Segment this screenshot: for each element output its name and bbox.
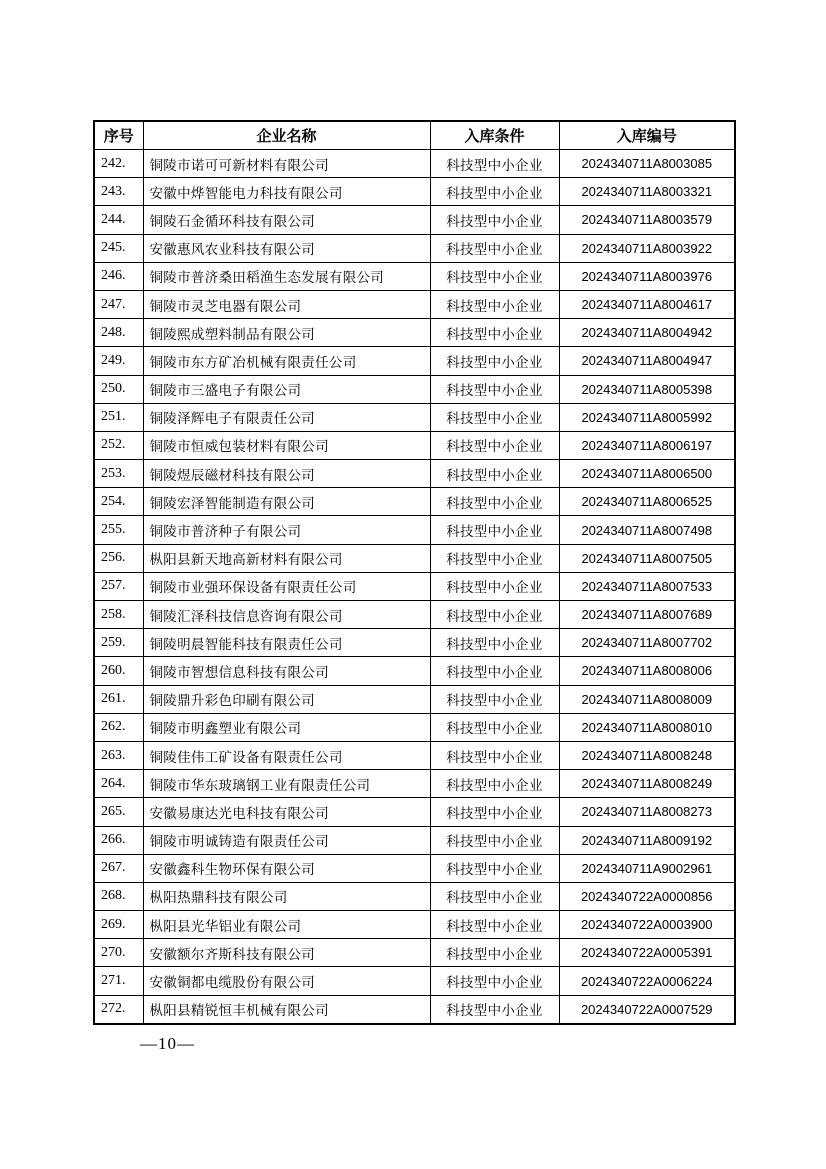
entry-condition: 科技型中小企业 xyxy=(430,995,559,1024)
table-row xyxy=(94,854,735,882)
table-row xyxy=(94,375,735,403)
company-name: 安徽易康达光电科技有限公司 xyxy=(143,798,430,826)
entry-condition: 科技型中小企业 xyxy=(430,629,559,657)
row-index: 272. xyxy=(94,995,143,1024)
company-name: 枞阳县光华铝业有限公司 xyxy=(143,911,430,939)
entry-code: 2024340722A0000856 xyxy=(559,882,735,910)
row-index: 244. xyxy=(94,206,143,234)
entry-condition: 科技型中小企业 xyxy=(430,882,559,910)
entry-code: 2024340711A8007498 xyxy=(559,516,735,544)
entry-condition: 科技型中小企业 xyxy=(430,516,559,544)
company-name: 枞阳县新天地高新材料有限公司 xyxy=(143,544,430,572)
row-index: 268. xyxy=(94,882,143,910)
entry-code: 2024340711A8008249 xyxy=(559,770,735,798)
entry-code: 2024340711A8008248 xyxy=(559,741,735,769)
row-index: 255. xyxy=(94,516,143,544)
company-name: 铜陵市普济种子有限公司 xyxy=(143,516,430,544)
company-name: 铜陵市智想信息科技有限公司 xyxy=(143,657,430,685)
company-name: 安徽鑫科生物环保有限公司 xyxy=(143,854,430,882)
row-index: 258. xyxy=(94,601,143,629)
company-name: 铜陵宏泽智能制造有限公司 xyxy=(143,488,430,516)
entry-condition: 科技型中小企业 xyxy=(430,657,559,685)
company-name: 铜陵市普济桑田稻渔生态发展有限公司 xyxy=(143,262,430,290)
company-name: 铜陵泽辉电子有限责任公司 xyxy=(143,403,430,431)
entry-condition: 科技型中小企业 xyxy=(430,939,559,967)
company-name: 枞阳热鼎科技有限公司 xyxy=(143,882,430,910)
company-name: 铜陵汇泽科技信息咨询有限公司 xyxy=(143,601,430,629)
row-index: 242. xyxy=(94,150,143,178)
table-row xyxy=(94,460,735,488)
table-row xyxy=(94,403,735,431)
row-index: 266. xyxy=(94,826,143,854)
company-name: 铜陵市东方矿冶机械有限责任公司 xyxy=(143,347,430,375)
row-index: 265. xyxy=(94,798,143,826)
table-row xyxy=(94,657,735,685)
entry-condition: 科技型中小企业 xyxy=(430,347,559,375)
entry-condition: 科技型中小企业 xyxy=(430,770,559,798)
row-index: 267. xyxy=(94,854,143,882)
row-index: 262. xyxy=(94,713,143,741)
table-row xyxy=(94,488,735,516)
company-name: 铜陵鼎升彩色印刷有限公司 xyxy=(143,685,430,713)
entry-code: 2024340711A8008006 xyxy=(559,657,735,685)
header-company-name: 企业名称 xyxy=(143,121,430,150)
table-row xyxy=(94,290,735,318)
table-row xyxy=(94,262,735,290)
entry-code: 2024340711A8005398 xyxy=(559,375,735,403)
entry-code: 2024340711A8008010 xyxy=(559,713,735,741)
company-name: 铜陵市明鑫塑业有限公司 xyxy=(143,713,430,741)
company-name: 铜陵煜辰磁材科技有限公司 xyxy=(143,460,430,488)
table-row xyxy=(94,431,735,459)
row-index: 263. xyxy=(94,741,143,769)
entry-condition: 科技型中小企业 xyxy=(430,685,559,713)
row-index: 257. xyxy=(94,572,143,600)
table-row xyxy=(94,319,735,347)
entry-condition: 科技型中小企业 xyxy=(430,375,559,403)
company-name: 铜陵石金循环科技有限公司 xyxy=(143,206,430,234)
table-row xyxy=(94,939,735,967)
table-row xyxy=(94,544,735,572)
entry-condition: 科技型中小企业 xyxy=(430,713,559,741)
entry-code: 2024340711A9002961 xyxy=(559,854,735,882)
entry-code: 2024340722A0005391 xyxy=(559,939,735,967)
entry-code: 2024340711A8007702 xyxy=(559,629,735,657)
entry-condition: 科技型中小企业 xyxy=(430,178,559,206)
entry-condition: 科技型中小企业 xyxy=(430,460,559,488)
entry-condition: 科技型中小企业 xyxy=(430,403,559,431)
table-row xyxy=(94,178,735,206)
table-row xyxy=(94,150,735,178)
table-body xyxy=(94,150,735,1024)
entry-condition: 科技型中小企业 xyxy=(430,826,559,854)
table-row xyxy=(94,206,735,234)
row-index: 264. xyxy=(94,770,143,798)
row-index: 260. xyxy=(94,657,143,685)
row-index: 245. xyxy=(94,234,143,262)
table-row xyxy=(94,741,735,769)
table-row xyxy=(94,516,735,544)
row-index: 251. xyxy=(94,403,143,431)
entry-code: 2024340711A8004617 xyxy=(559,290,735,318)
entry-code: 2024340711A8008273 xyxy=(559,798,735,826)
entry-code: 2024340711A8003976 xyxy=(559,262,735,290)
row-index: 247. xyxy=(94,290,143,318)
row-index: 253. xyxy=(94,460,143,488)
company-name: 铜陵市诺可可新材料有限公司 xyxy=(143,150,430,178)
company-name: 铜陵市三盛电子有限公司 xyxy=(143,375,430,403)
header-index: 序号 xyxy=(94,121,143,150)
table-row xyxy=(94,882,735,910)
entry-condition: 科技型中小企业 xyxy=(430,290,559,318)
page-number: —10— xyxy=(140,1034,195,1053)
entry-code: 2024340722A0007529 xyxy=(559,995,735,1024)
entry-condition: 科技型中小企业 xyxy=(430,319,559,347)
company-name: 铜陵市明诚铸造有限责任公司 xyxy=(143,826,430,854)
row-index: 249. xyxy=(94,347,143,375)
company-name: 铜陵市恒威包装材料有限公司 xyxy=(143,431,430,459)
table-row xyxy=(94,572,735,600)
entry-condition: 科技型中小企业 xyxy=(430,206,559,234)
company-name: 安徽中烨智能电力科技有限公司 xyxy=(143,178,430,206)
entry-code: 2024340711A8008009 xyxy=(559,685,735,713)
row-index: 254. xyxy=(94,488,143,516)
row-index: 270. xyxy=(94,939,143,967)
entry-code: 2024340711A8003579 xyxy=(559,206,735,234)
company-name: 铜陵市业强环保设备有限责任公司 xyxy=(143,572,430,600)
table-row xyxy=(94,770,735,798)
table-row xyxy=(94,911,735,939)
row-index: 271. xyxy=(94,967,143,995)
entry-code: 2024340711A8009192 xyxy=(559,826,735,854)
table-row xyxy=(94,713,735,741)
entry-code: 2024340711A8006500 xyxy=(559,460,735,488)
entry-condition: 科技型中小企业 xyxy=(430,741,559,769)
entry-code: 2024340711A8003922 xyxy=(559,234,735,262)
entry-condition: 科技型中小企业 xyxy=(430,798,559,826)
entry-condition: 科技型中小企业 xyxy=(430,601,559,629)
company-name: 铜陵市灵芝电器有限公司 xyxy=(143,290,430,318)
header-condition: 入库条件 xyxy=(430,121,559,150)
company-name: 铜陵熙成塑料制品有限公司 xyxy=(143,319,430,347)
company-name: 枞阳县精锐恒丰机械有限公司 xyxy=(143,995,430,1024)
table-row xyxy=(94,995,735,1024)
entry-condition: 科技型中小企业 xyxy=(430,262,559,290)
table-row xyxy=(94,967,735,995)
entry-code: 2024340722A0003900 xyxy=(559,911,735,939)
entry-code: 2024340711A8005992 xyxy=(559,403,735,431)
row-index: 261. xyxy=(94,685,143,713)
document-sheet xyxy=(93,120,734,1025)
entry-condition: 科技型中小企业 xyxy=(430,431,559,459)
entry-code: 2024340711A8003085 xyxy=(559,150,735,178)
entry-code: 2024340711A8006197 xyxy=(559,431,735,459)
entry-code: 2024340711A8007533 xyxy=(559,572,735,600)
row-index: 252. xyxy=(94,431,143,459)
company-name: 安徽额尔齐斯科技有限公司 xyxy=(143,939,430,967)
row-index: 259. xyxy=(94,629,143,657)
company-name: 安徽铜都电缆股份有限公司 xyxy=(143,967,430,995)
entry-code: 2024340711A8007689 xyxy=(559,601,735,629)
table-row xyxy=(94,629,735,657)
company-name: 安徽惠风农业科技有限公司 xyxy=(143,234,430,262)
row-index: 256. xyxy=(94,544,143,572)
company-name: 铜陵市华东玻璃钢工业有限责任公司 xyxy=(143,770,430,798)
row-index: 269. xyxy=(94,911,143,939)
row-index: 250. xyxy=(94,375,143,403)
table-row xyxy=(94,826,735,854)
row-index: 243. xyxy=(94,178,143,206)
company-name: 铜陵佳伟工矿设备有限责任公司 xyxy=(143,741,430,769)
table-row xyxy=(94,601,735,629)
entry-condition: 科技型中小企业 xyxy=(430,854,559,882)
entry-code: 2024340711A8004947 xyxy=(559,347,735,375)
entry-code: 2024340711A8003321 xyxy=(559,178,735,206)
enterprise-table xyxy=(93,120,736,1025)
entry-code: 2024340711A8006525 xyxy=(559,488,735,516)
entry-condition: 科技型中小企业 xyxy=(430,911,559,939)
entry-condition: 科技型中小企业 xyxy=(430,488,559,516)
entry-condition: 科技型中小企业 xyxy=(430,967,559,995)
table-header-row xyxy=(94,121,735,150)
company-name: 铜陵明晨智能科技有限责任公司 xyxy=(143,629,430,657)
header-code: 入库编号 xyxy=(559,121,735,150)
table-row xyxy=(94,234,735,262)
table-row xyxy=(94,347,735,375)
entry-code: 2024340711A8004942 xyxy=(559,319,735,347)
row-index: 248. xyxy=(94,319,143,347)
table-row xyxy=(94,685,735,713)
entry-condition: 科技型中小企业 xyxy=(430,150,559,178)
entry-code: 2024340722A0006224 xyxy=(559,967,735,995)
row-index: 246. xyxy=(94,262,143,290)
table-row xyxy=(94,798,735,826)
entry-code: 2024340711A8007505 xyxy=(559,544,735,572)
entry-condition: 科技型中小企业 xyxy=(430,544,559,572)
entry-condition: 科技型中小企业 xyxy=(430,572,559,600)
entry-condition: 科技型中小企业 xyxy=(430,234,559,262)
